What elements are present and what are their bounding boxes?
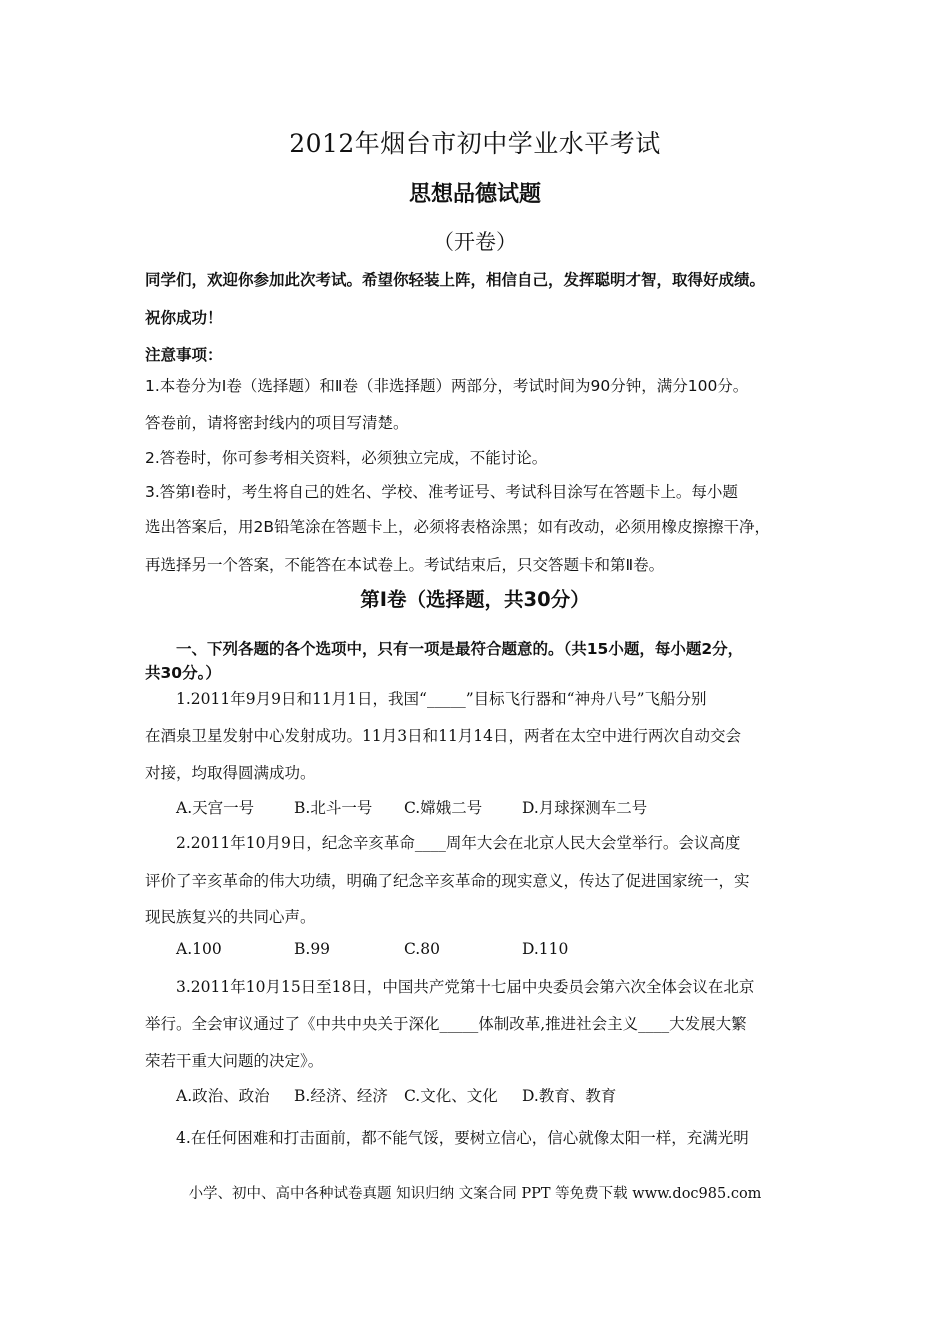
option-c: C.文化、文化 (404, 1087, 498, 1105)
page-footer: 小学、初中、高中各种试卷真题 知识归纳 文案合同 PPT 等免费下载 www.doc985.com (188, 1186, 762, 1202)
section-instruction: 一、下列各题的各个选项中，只有一项是最符合题意的。（共15小题，每小题2分， (176, 640, 744, 658)
notice-line: 1.本卷分为Ⅰ卷（选择题）和Ⅱ卷（非选择题）两部分，考试时间为90分钟，满分100分。 (145, 377, 749, 395)
section-heading: 第Ⅰ卷（选择题，共30分） (360, 588, 590, 611)
exam-subtitle: 思想品德试题 (408, 182, 541, 207)
intro-line: 祝你成功！ (145, 309, 223, 327)
question-options (176, 796, 647, 818)
option-c: C.嫦娥二号 (404, 799, 483, 817)
question-line: 3.2011年10月15日至18日，中国共产党第十七届中央委员会第六次全体会议在北京 (176, 978, 755, 996)
question-line: 4.在任何困难和打击面前，都不能气馁，要树立信心，信心就像太阳一样，充满光明 (176, 1129, 749, 1147)
option-d: D.教育、教育 (522, 1087, 617, 1105)
question-line: 对接，均取得圆满成功。 (145, 764, 316, 782)
question-line: 现民族复兴的共同心声。 (145, 908, 316, 926)
exam-type: （开卷） (433, 230, 517, 254)
option-b: B.北斗一号 (294, 799, 373, 817)
option-b: B.经济、经济 (294, 1087, 388, 1105)
option-d: D.月球探测车二号 (522, 799, 648, 817)
option-b: B.99 (294, 940, 331, 958)
option-c: C.80 (404, 940, 440, 958)
question-line: 举行。全会审议通过了《中共中央关于深化_____体制改革,推进社会主义____大发展大繁 (145, 1015, 747, 1033)
question-line: 荣若干重大问题的决定》。 (145, 1052, 324, 1070)
question-options (176, 940, 568, 958)
question-line: 2.2011年10月9日，纪念辛亥革命____周年大会在北京人民大会堂举行。会议高度 (176, 834, 741, 852)
notice-line: 3.答第Ⅰ卷时，考生将自己的姓名、学校、准考证号、考试科目涂写在答题卡上。每小题 (145, 483, 738, 501)
section-instruction: 共30分。） (145, 664, 221, 682)
question-line: 1.2011年9月9日和11月1日，我国“_____”目标飞行器和“神舟八号”飞船分别 (176, 690, 707, 708)
notice-line: 答卷前，请将密封线内的项目写清楚。 (145, 414, 409, 432)
exam-title: 2012年烟台市初中学业水平考试 (289, 129, 661, 158)
option-a: A.100 (176, 940, 222, 958)
option-a: A.政治、政治 (176, 1087, 270, 1105)
notice-line: 2.答卷时，你可参考相关资料，必须独立完成，不能讨论。 (145, 449, 548, 467)
question-line: 评价了辛亥革命的伟大功绩，明确了纪念辛亥革命的现实意义，传达了促进国家统一，实 (145, 872, 750, 890)
intro-line: 同学们，欢迎你参加此次考试。希望你轻装上阵，相信自己，发挥聪明才智，取得好成绩。 (145, 271, 766, 289)
notice-heading: 注意事项： (145, 346, 223, 364)
notice-line: 选出答案后，用2B铅笔涂在答题卡上，必须将表格涂黑；如有改动，必须用橡皮擦擦干净， (145, 518, 770, 536)
notice-line: 再选择另一个答案，不能答在本试卷上。考试结束后，只交答题卡和第Ⅱ卷。 (145, 556, 665, 574)
option-d: D.110 (522, 940, 569, 958)
question-options (176, 1084, 616, 1106)
option-a: A.天宫一号 (176, 799, 255, 817)
question-line: 在酒泉卫星发射中心发射成功。11月3日和11月14日，两者在太空中进行两次自动交会 (145, 727, 742, 745)
